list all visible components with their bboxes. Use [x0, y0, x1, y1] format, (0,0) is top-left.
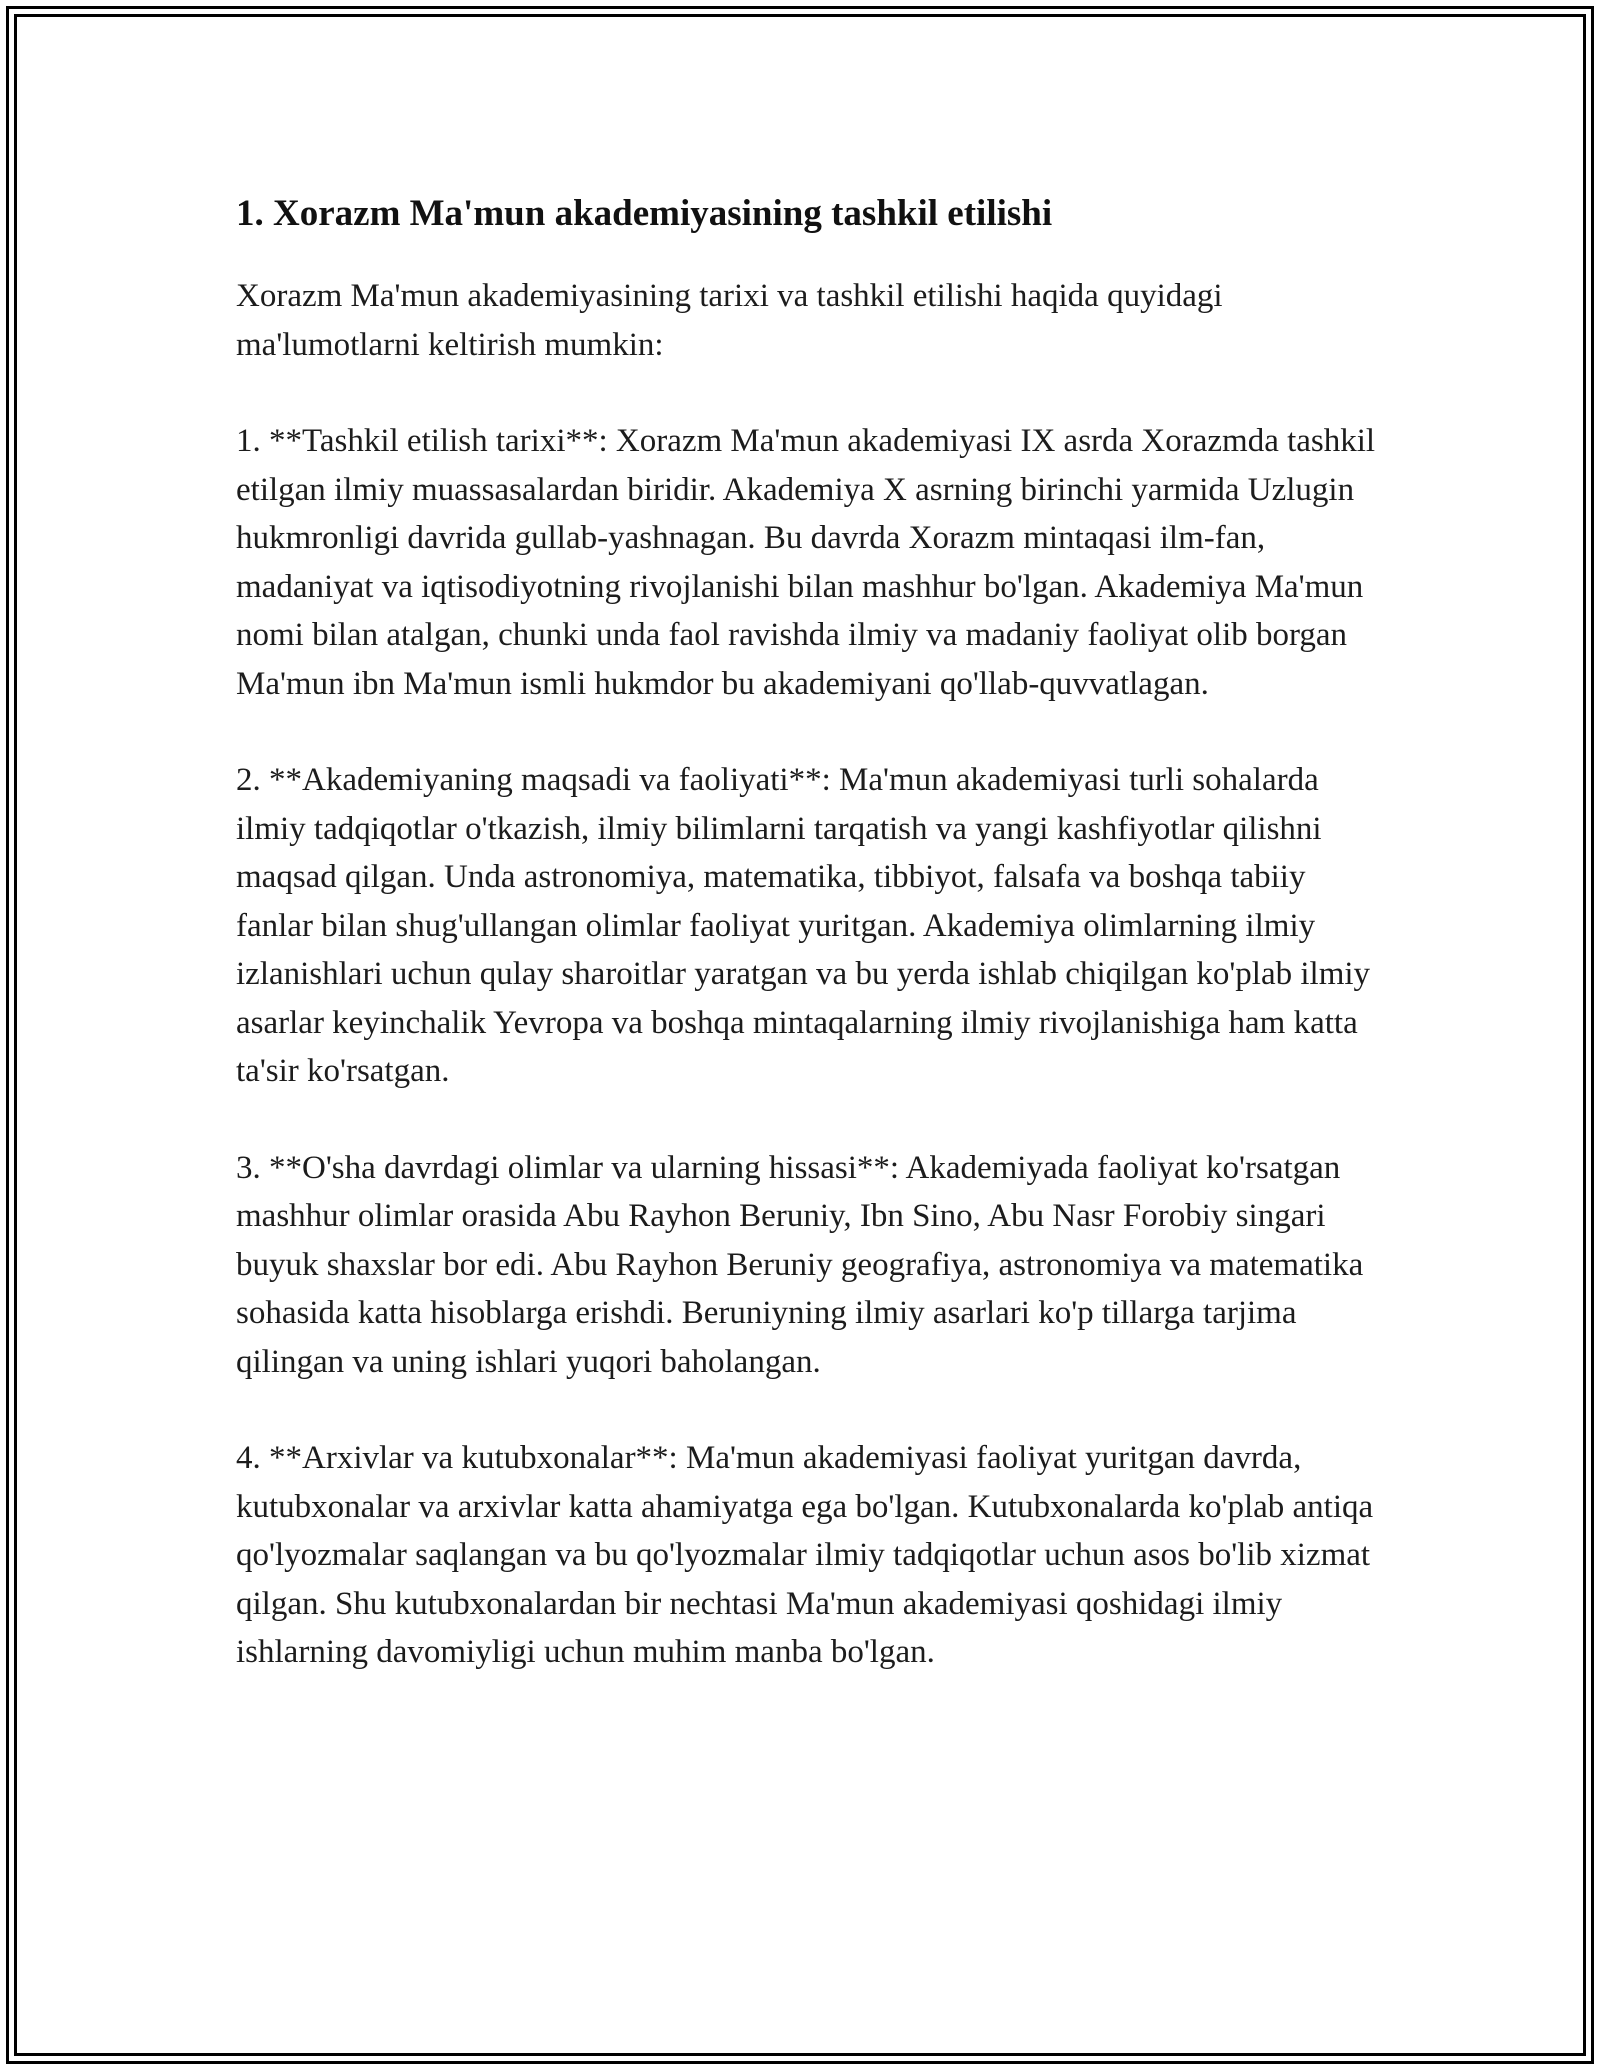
document-title: 1. Xorazm Ma'mun akademiyasining tashkil etilishi — [236, 193, 1053, 234]
section-2-paragraph: 2. **Akademiyaning maqsadi va faoliyati**: Ma'mun akademiyasi turli sohalarda ilmiy tadqiqotlar o'tkazish, ilmiy bilimlarni tarqatish va yangi kashfiyotlar qilishni maqsad qilgan. Unda astronomiya, matematika, tibbiyot, falsafa va boshqa tabiiy fanlar bilan shug'ullangan olimlar faoliyat yuritgan. Akademiya olimlarning ilmiy izlanishlari uchun qulay sharoitlar yaratgan va bu yerda ishlab chiqilgan ko'plab ilmiy asarlar keyinchalik Yevropa va boshqa mintaqalarning ilmiy rivojlanishiga ham katta ta'sir ko'rsatgan. — [236, 762, 1371, 1089]
section-4-paragraph: 4. **Arxivlar va kutubxonalar**: Ma'mun akademiyasi faoliyat yuritgan davrda, kutubxonalar va arxivlar katta ahamiyatga ega bo'lgan. Kutubxonalarda ko'plab antiqa qo'lyozmalar saqlangan va bu qo'lyozmalar ilmiy tadqiqotlar uchun asos bo'lib xizmat qilgan. Shu kutubxonalardan bir nechtasi Ma'mun akademiyasi qoshidagi ilmiy ishlarning davomiyligi uchun muhim manba bo'lgan. — [236, 1440, 1374, 1670]
section-3-paragraph: 3. **O'sha davrdagi olimlar va ularning hissasi**: Akademiyada faoliyat ko'rsatgan mashhur olimlar orasida Abu Rayhon Beruniy, Ibn Sino, Abu Nasr Forobiy singari buyuk shaxslar bor edi. Abu Rayhon Beruniy geografiya, astronomiya va matematika sohasida katta hisoblarga erishdi. Beruniyning ilmiy asarlari ko'p tillarga tarjima qilingan va uning ishlari yuqori baholangan. — [236, 1149, 1364, 1380]
intro-paragraph: Xorazm Ma'mun akademiyasining tarixi va tashkil etilishi haqida quyidagi ma'lumotlarni keltirish mumkin: — [236, 278, 1223, 363]
document-body — [236, 186, 1376, 1725]
section-1-paragraph: 1. **Tashkil etilish tarixi**: Xorazm Ma'mun akademiyasi IX asrda Xorazmda tashkil etilgan ilmiy muassasalardan biridir. Akademiya X asrning birinchi yarmida Uzlugin hukmronligi davrida gullab-yashnagan. Bu davrda Xorazm mintaqasi ilm-fan, madaniyat va iqtisodiyotning rivojlanishi bilan mashhur bo'lgan. Akademiya Ma'mun nomi bilan atalgan, chunki unda faol ravishda ilmiy va madaniy faoliyat olib borgan Ma'mun ibn Ma'mun ismli hukmdor bu akademiyani qo'llab-quvvatlagan. — [236, 423, 1376, 702]
